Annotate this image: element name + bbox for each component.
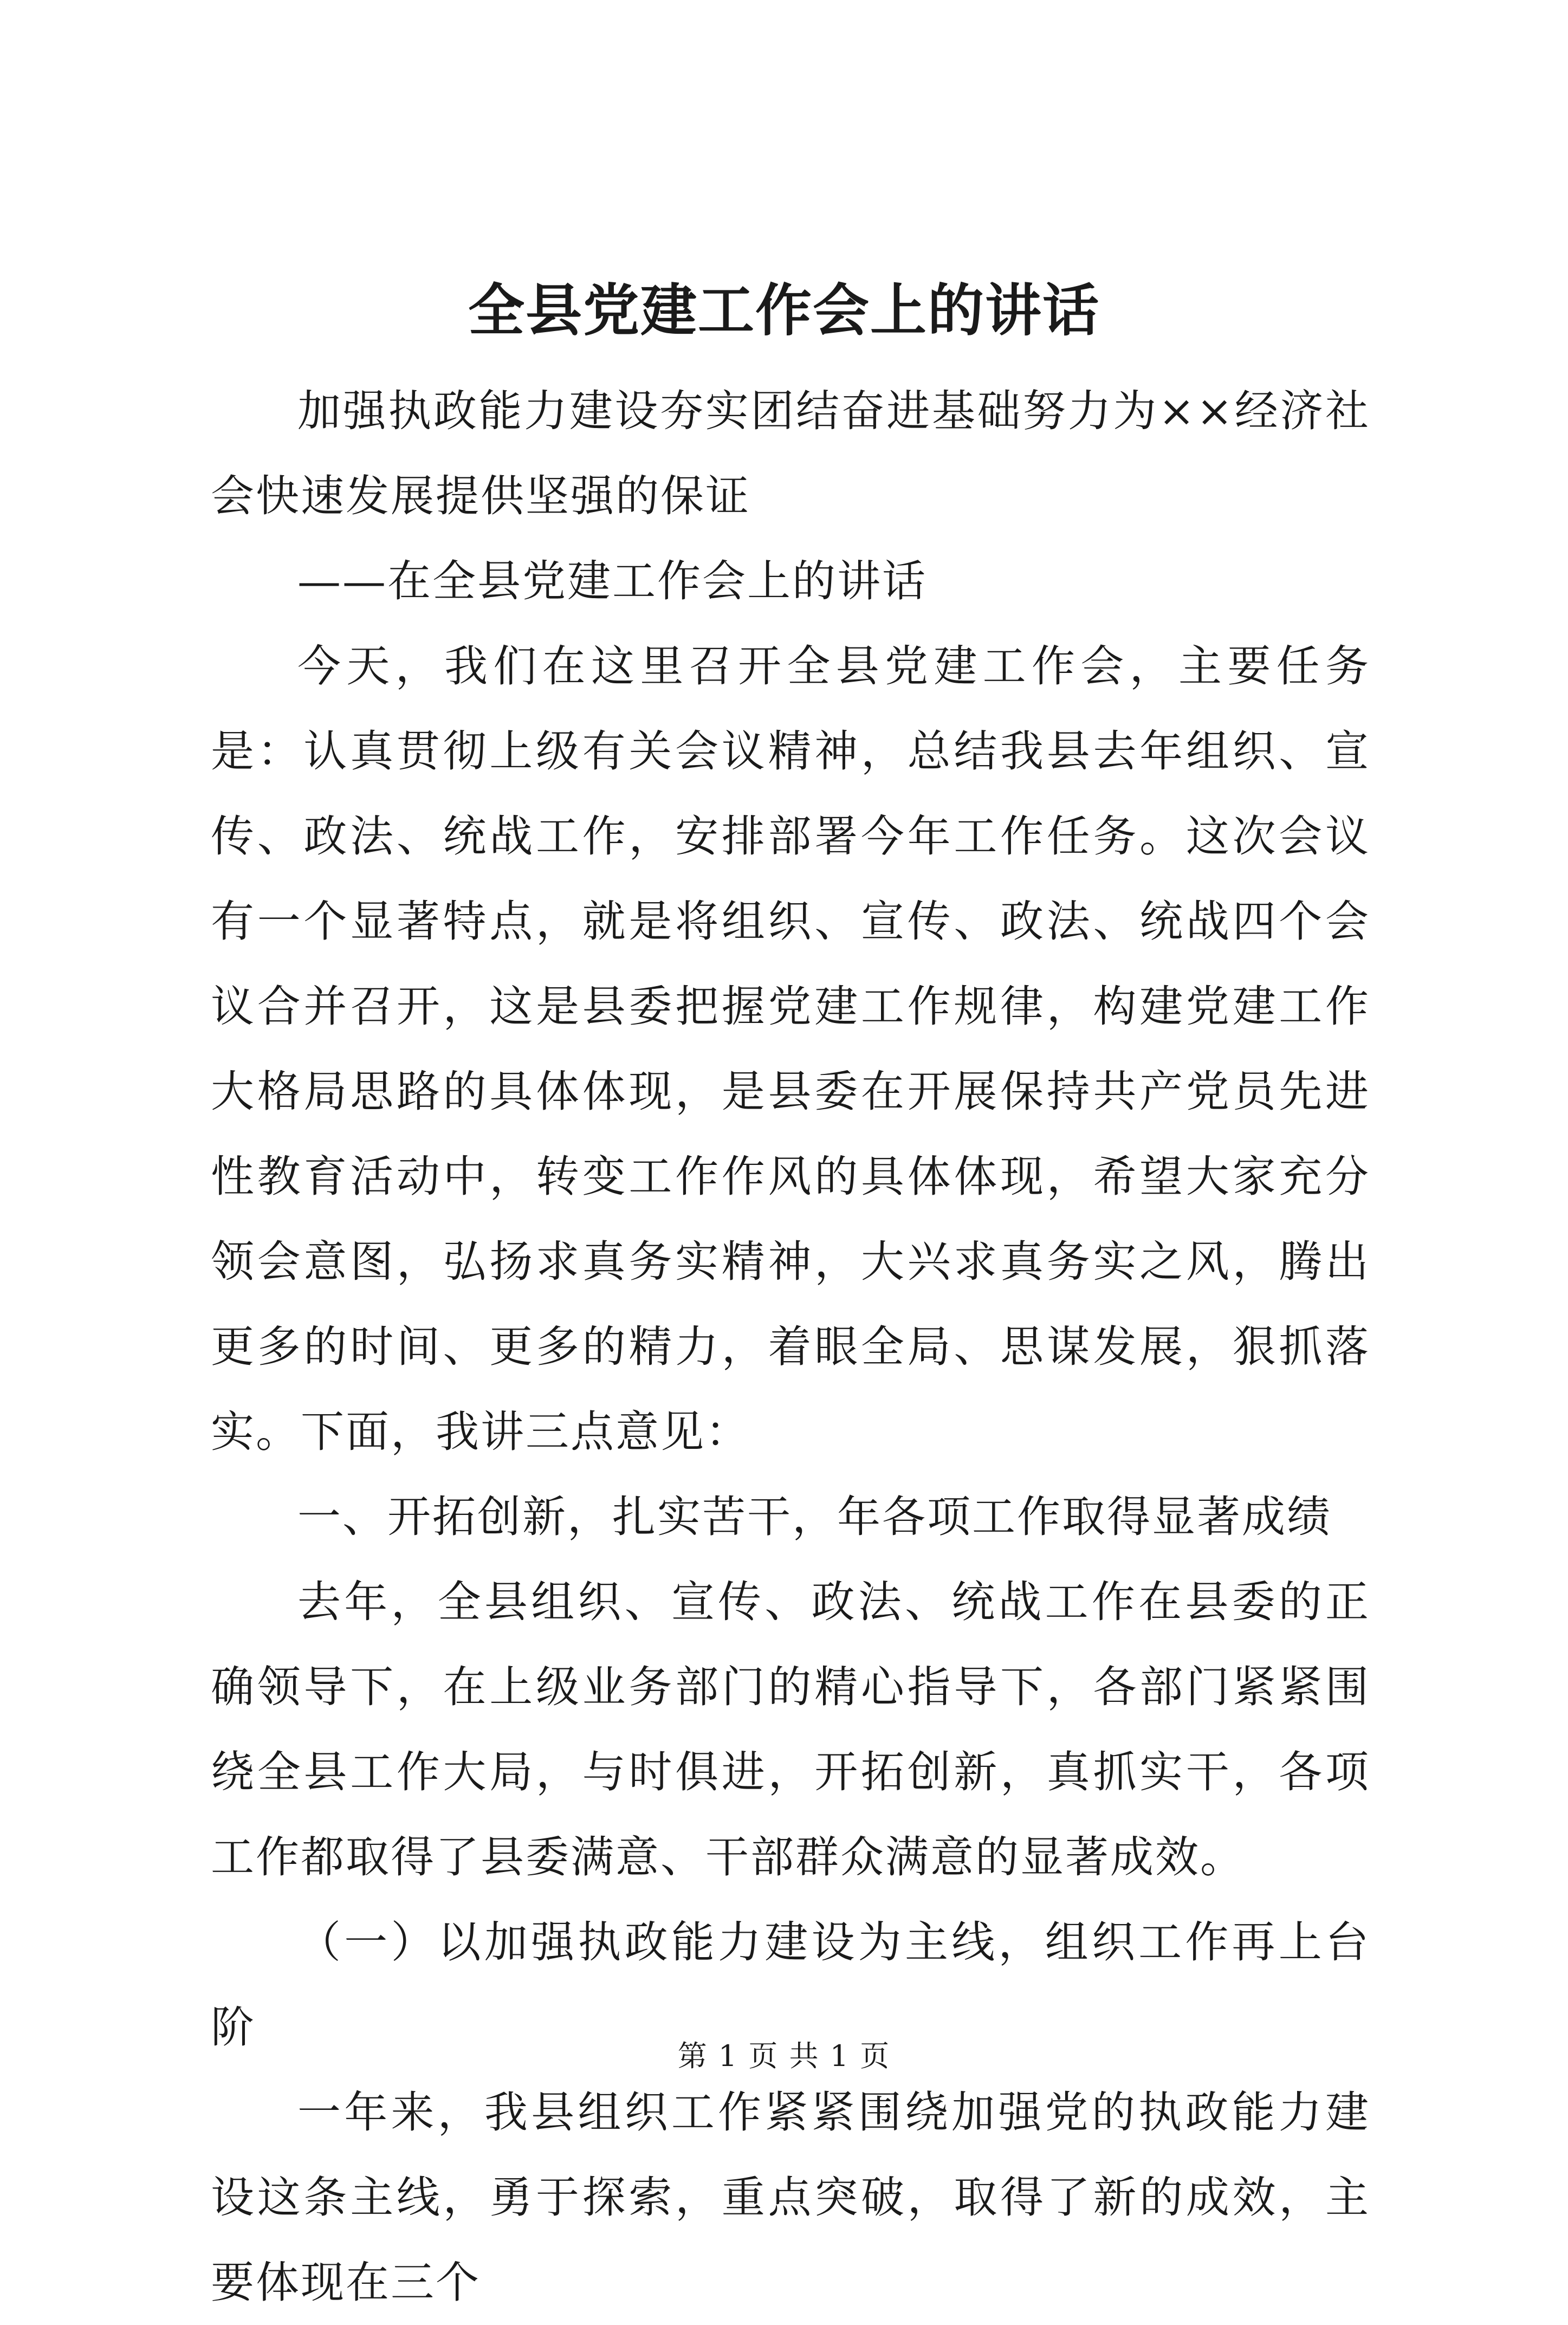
page-footer: 第 1 页 共 1 页 <box>677 2039 891 2073</box>
document-body <box>211 368 1370 2325</box>
section-heading-1: 一、开拓创新，扎实苦干，年各项工作取得显著成绩 <box>297 1492 1332 1542</box>
intro-paragraph: 今天，我们在这里召开全县党建工作会，主要任务是：认真贯彻上级有关会议精神，总结我县去年组织、宣传、政法、统战工作，安排部署今年工作任务。这次会议有一个显著特点，就是将组织、宣传、政法、统战四个会议合并召开，这是县委把握党建工作规律，构建党建工作大格局思路的具体体现，是县委在开展保持共产党员先进性教育活动中，转变工作作风的具体体现，希望大家充分领会意图，弘扬求真务实精神，大兴求真务实之风，腾出更多的时间、更多的精力，着眼全局、思谋发展，狠抓落实。下面，我讲三点意见： <box>211 641 1370 1457</box>
body-paragraph: 一年来，我县组织工作紧紧围绕加强党的执政能力建设这条主线，勇于探索，重点突破，取得了新的成效，主要体现在三个 <box>211 2087 1370 2308</box>
subsection-heading-1: （一）以加强执政能力建设为主线，组织工作再上台阶 <box>211 1917 1370 2052</box>
body-paragraph: 去年，全县组织、宣传、政法、统战工作在县委的正确领导下，在上级业务部门的精心指导下，各部门紧紧围绕全县工作大局，与时俱进，开拓创新，真抓实干，各项工作都取得了县委满意、干部群众满意的显著成效。 <box>211 1577 1370 1882</box>
speech-attribution: ——在全县党建工作会上的讲话 <box>297 556 927 606</box>
subtitle-paragraph: 加强执政能力建设夯实团结奋进基础努力为××经济社会快速发展提供坚强的保证 <box>211 386 1370 521</box>
document-title: 全县党建工作会上的讲话 <box>468 277 1100 344</box>
